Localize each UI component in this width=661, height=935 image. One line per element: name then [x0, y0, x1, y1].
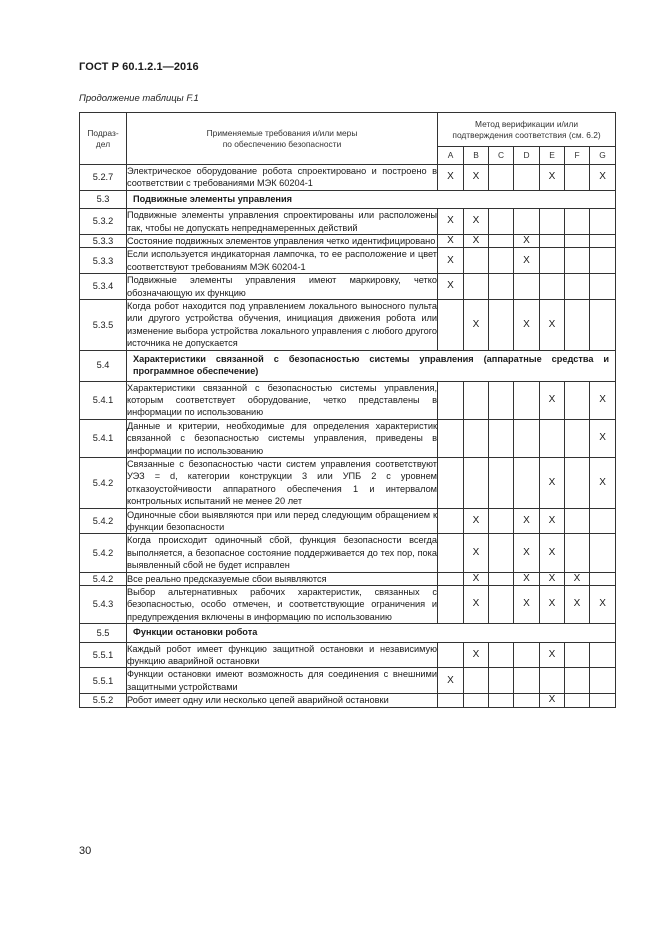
requirement-text: Связанные с безопасностью части систем управления соответствуют УЭЗ = d, категории конструкции 3 или УПБ 2 с уровнем отказоустойчивости аппаратного обеспечения 1 и интервалом контрольных испытаний не менее 20 лет: [127, 458, 437, 507]
method-mark: [514, 419, 540, 457]
method-mark: [565, 274, 590, 300]
method-mark: [590, 209, 616, 235]
requirement-text: Если используется индикаторная лампочка, то ее расположение и цвет соответствуют требованиям МЭК 60204-1: [127, 249, 437, 272]
method-mark: [565, 209, 590, 235]
method-mark: [565, 419, 590, 457]
method-mark: X: [514, 586, 540, 624]
requirement-text: Состояние подвижных элементов управления четко идентифицировано: [127, 235, 438, 248]
method-mark: [464, 248, 489, 274]
method-mark: [489, 534, 514, 572]
method-mark: [438, 419, 464, 457]
header-requirements: [127, 113, 438, 165]
method-mark: X: [540, 457, 565, 508]
method-mark: X: [438, 165, 464, 191]
method-mark: [438, 534, 464, 572]
method-mark: [514, 642, 540, 668]
subsection-number: 5.3.4: [80, 274, 127, 300]
table-row: [80, 586, 616, 624]
method-mark: X: [590, 457, 616, 508]
table-row: [80, 165, 616, 191]
header-methods: [438, 113, 616, 147]
method-mark: [489, 457, 514, 508]
method-mark: [565, 534, 590, 572]
method-mark: X: [514, 572, 540, 585]
requirement-text: Выбор альтернативных рабочих характеристик, связанных с безопасностью, особо отмечен, и соответствующие ограничения и предупреждения включены в информацию по использованию: [127, 587, 437, 622]
method-mark: [540, 668, 565, 694]
method-mark: X: [438, 668, 464, 694]
requirements-table: [79, 112, 616, 708]
method-mark: [514, 165, 540, 191]
requirement-text: Когда робот находится под управлением локального выносного пульта или другого устройства обучения, инициация движения робота или изменение выбора устройства локального управления с любого другого источника не допускается: [127, 301, 437, 349]
method-mark: [540, 419, 565, 457]
method-letter: D: [514, 147, 540, 165]
method-mark: X: [514, 534, 540, 572]
table-row: [80, 419, 616, 457]
method-mark: [590, 274, 616, 300]
method-mark: X: [590, 165, 616, 191]
method-mark: [464, 419, 489, 457]
method-mark: [540, 235, 565, 248]
method-mark: X: [464, 586, 489, 624]
method-mark: [590, 642, 616, 668]
method-mark: [438, 300, 464, 351]
method-mark: [590, 248, 616, 274]
method-mark: X: [464, 165, 489, 191]
method-letter: A: [438, 147, 464, 165]
subsection-number: 5.3.2: [80, 209, 127, 235]
requirement-text: Характеристики связанной с безопасностью системы управления, которым соответствует оборудование, четко представлены в информации по использованию: [127, 382, 437, 418]
requirement-text: Робот имеет одну или несколько цепей аварийной остановки: [127, 694, 438, 707]
table-row: [80, 274, 616, 300]
table-row: [80, 381, 616, 419]
method-mark: X: [438, 235, 464, 248]
header-requirements-label: Применяемые требования и/или меры по обеспечению безопасности: [206, 127, 358, 149]
section-title: Функции остановки робота: [127, 624, 616, 642]
method-mark: [489, 235, 514, 248]
method-mark: X: [540, 694, 565, 707]
method-mark: [438, 586, 464, 624]
method-mark: [464, 457, 489, 508]
method-letter: F: [565, 147, 590, 165]
method-mark: [464, 274, 489, 300]
method-mark: [438, 381, 464, 419]
method-mark: X: [464, 572, 489, 585]
method-mark: X: [464, 235, 489, 248]
subsection-number: 5.5.1: [80, 642, 127, 668]
section-row: [80, 350, 616, 381]
method-mark: [489, 419, 514, 457]
requirement-text: Функции остановки имеют возможность для соединения с внешними защитными устройствами: [127, 669, 437, 692]
method-letter: B: [464, 147, 489, 165]
header-section-label: Подраз- дел: [87, 127, 119, 149]
table-caption: Продолжение таблицы F.1: [79, 93, 199, 104]
method-mark: X: [540, 572, 565, 585]
method-mark: [590, 534, 616, 572]
method-mark: [565, 165, 590, 191]
method-mark: X: [540, 642, 565, 668]
method-mark: [489, 248, 514, 274]
section-number: 5.4: [80, 350, 127, 381]
requirement-text: Одиночные сбои выявляются при или перед следующим обращением к функции безопасности: [127, 509, 437, 532]
subsection-number: 5.2.7: [80, 165, 127, 191]
method-mark: X: [438, 274, 464, 300]
method-mark: [514, 457, 540, 508]
method-mark: [590, 572, 616, 585]
table-row: [80, 668, 616, 694]
method-mark: [514, 668, 540, 694]
method-mark: [590, 694, 616, 707]
method-mark: [565, 668, 590, 694]
section-title: Характеристики связанной с безопасностью системы управления (аппаратные средства и программное обеспечение): [127, 350, 616, 381]
section-row: [80, 624, 616, 642]
method-mark: X: [590, 381, 616, 419]
method-mark: [464, 381, 489, 419]
method-mark: [565, 235, 590, 248]
subsection-number: 5.3.5: [80, 300, 127, 351]
method-mark: [565, 300, 590, 351]
header-section: [80, 113, 127, 165]
method-mark: [565, 248, 590, 274]
method-mark: [514, 209, 540, 235]
method-mark: [514, 694, 540, 707]
method-mark: X: [540, 165, 565, 191]
subsection-number: 5.4.3: [80, 586, 127, 624]
method-mark: X: [540, 508, 565, 534]
table-row: [80, 694, 616, 707]
method-mark: X: [464, 642, 489, 668]
requirement-text: Когда происходит одиночный сбой, функция безопасности всегда выполняется, а безопасное состояние поддерживается до тех пор, пока выявленный сбой не будет исправлен: [127, 535, 437, 571]
method-mark: [438, 694, 464, 707]
method-mark: [489, 668, 514, 694]
requirement-text: Подвижные элементы управления имеют маркировку, четко обозначающую их функцию: [127, 275, 437, 298]
method-mark: [438, 508, 464, 534]
method-mark: X: [540, 300, 565, 351]
method-mark: [489, 381, 514, 419]
method-letter: G: [590, 147, 616, 165]
method-mark: [565, 694, 590, 707]
table-row: [80, 534, 616, 572]
method-mark: X: [438, 248, 464, 274]
subsection-number: 5.5.1: [80, 668, 127, 694]
table-row: [80, 300, 616, 351]
requirement-text: Данные и критерии, необходимые для определения характеристик связанной с безопасностью системы управления, приведены в информации по использованию: [127, 420, 437, 456]
table-row: [80, 457, 616, 508]
method-mark: [590, 668, 616, 694]
subsection-number: 5.5.2: [80, 694, 127, 707]
method-mark: [565, 642, 590, 668]
table-row: [80, 209, 616, 235]
method-mark: X: [590, 586, 616, 624]
method-mark: X: [565, 572, 590, 585]
method-mark: X: [438, 209, 464, 235]
table-row: [80, 248, 616, 274]
method-letter: E: [540, 147, 565, 165]
subsection-number: 5.3.3: [80, 248, 127, 274]
method-letter: C: [489, 147, 514, 165]
table-row: [80, 508, 616, 534]
requirement-text: Электрическое оборудование робота спроектировано и построено в соответствии с требованиями МЭК 60204-1: [127, 166, 437, 189]
method-mark: X: [514, 300, 540, 351]
method-mark: [565, 381, 590, 419]
method-mark: [514, 274, 540, 300]
method-mark: [489, 694, 514, 707]
method-mark: X: [565, 586, 590, 624]
method-mark: [438, 642, 464, 668]
method-mark: [565, 457, 590, 508]
section-title: Подвижные элементы управления: [127, 190, 616, 208]
method-mark: [489, 165, 514, 191]
method-mark: [464, 694, 489, 707]
method-mark: [590, 235, 616, 248]
method-mark: X: [464, 508, 489, 534]
method-mark: [489, 642, 514, 668]
subsection-number: 5.4.2: [80, 572, 127, 585]
method-mark: [540, 274, 565, 300]
method-mark: X: [514, 508, 540, 534]
method-mark: X: [590, 419, 616, 457]
method-mark: X: [514, 235, 540, 248]
section-number: 5.5: [80, 624, 127, 642]
requirement-text: Подвижные элементы управления спроектированы или расположены так, чтобы не допускать непреднамеренных действий: [127, 210, 437, 233]
method-mark: [590, 300, 616, 351]
subsection-number: 5.4.2: [80, 534, 127, 572]
method-mark: X: [540, 534, 565, 572]
method-mark: [489, 572, 514, 585]
section-number: 5.3: [80, 190, 127, 208]
subsection-number: 5.3.3: [80, 235, 127, 248]
requirement-text: Все реально предсказуемые сбои выявляются: [127, 572, 438, 585]
table-row: [80, 235, 616, 248]
requirement-text: Каждый робот имеет функцию защитной остановки и независимую функцию аварийной остановки: [127, 643, 437, 667]
method-mark: [489, 209, 514, 235]
method-mark: [489, 586, 514, 624]
subsection-number: 5.4.2: [80, 508, 127, 534]
document-title: ГОСТ Р 60.1.2.1—2016: [79, 61, 199, 73]
method-mark: X: [464, 300, 489, 351]
subsection-number: 5.4.1: [80, 381, 127, 419]
section-row: [80, 190, 616, 208]
method-mark: X: [540, 381, 565, 419]
table-body: [80, 165, 616, 708]
method-mark: [438, 457, 464, 508]
method-mark: [489, 300, 514, 351]
method-mark: [438, 572, 464, 585]
table-row: [80, 572, 616, 585]
method-mark: [489, 274, 514, 300]
method-mark: [489, 508, 514, 534]
method-mark: [514, 381, 540, 419]
method-mark: [565, 508, 590, 534]
method-mark: [590, 508, 616, 534]
method-mark: [464, 668, 489, 694]
method-mark: X: [540, 586, 565, 624]
subsection-number: 5.4.1: [80, 419, 127, 457]
table-row: [80, 642, 616, 668]
method-mark: X: [514, 248, 540, 274]
page-number: 30: [79, 845, 92, 857]
method-mark: X: [464, 534, 489, 572]
subsection-number: 5.4.2: [80, 457, 127, 508]
method-mark: X: [464, 209, 489, 235]
method-mark: [540, 209, 565, 235]
method-mark: [540, 248, 565, 274]
header-methods-label: Метод верификации и/или подтверждения соответствия (см. 6.2): [452, 118, 601, 140]
